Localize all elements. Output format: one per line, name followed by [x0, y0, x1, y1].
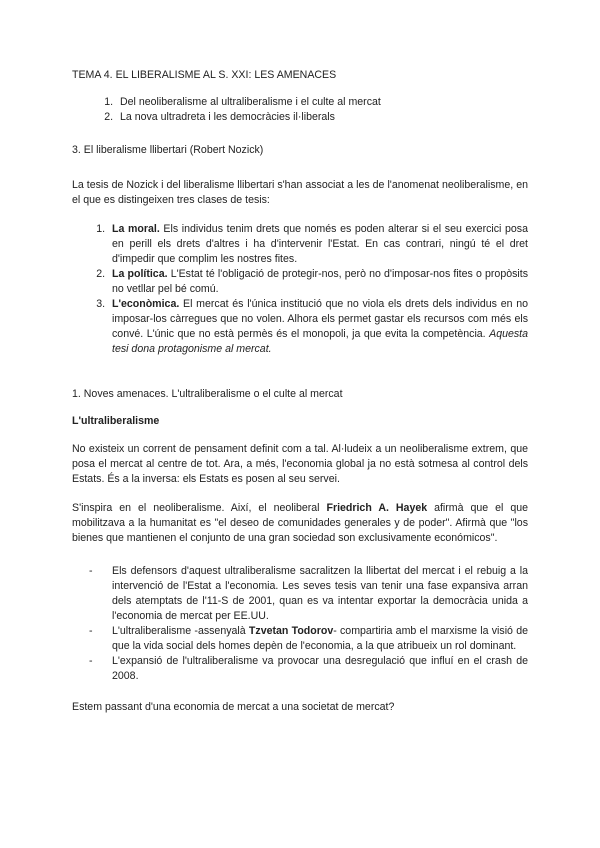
list-item: - L'expansió de l'ultraliberalisme va provocar una desregulació que influí en el crash de 2008. [108, 654, 528, 684]
list-item [108, 624, 528, 654]
list-item: - Els defensors d'aquest ultraliberalisme sacralitzen la llibertat del mercat i el rebuig a la intervenció de l'Estat a l'economia. Les seves tesis van tenir una fase expansiva arran dels atemptats de l'11-S de 2001, quan es va intentar exportar la democràcia unida a l'economia de mercat per EE.UU. [108, 564, 528, 624]
thesis-item [108, 222, 528, 267]
outline-item: 2. La nova ultradreta i les democràcies il·liberals [116, 110, 528, 125]
thesis-text: El mercat és l'única institució que no viola els drets dels individus en no imposar-los càrregues que no volen. Alhora els permet gastar els recursos com més els convé. L'únic que no està permès és el monopoli, ja que evita la competència. [112, 298, 528, 340]
thesis-label: La política. [112, 268, 168, 280]
author-name: Friedrich A. Hayek [326, 502, 428, 514]
thesis-italic-note: Aquesta tesi dona protagonisme al mercat. [112, 328, 528, 355]
paragraph-text: S'inspira en el neoliberalisme. Així, el neoliberal [72, 502, 327, 514]
list-item-text: - compartiria amb el marxisme la visió de que la vida social dels homes depèn de l'economia, a la que atribueix un rol dominant. [112, 625, 528, 652]
paragraph: No existeix un corrent de pensament definit com a tal. Al·ludeix a un neoliberalisme extrem, que posa el mercat al centre de tot. Ara, a més, l'economia global ja no està sotmesa al control dels Estats. És a la inversa: els Estats es posen al seu servei. [72, 443, 528, 485]
thesis-label: La moral. [112, 223, 160, 235]
page-title: TEMA 4. EL LIBERALISME AL S. XXI: LES AMENACES [72, 69, 337, 81]
section-heading: 3. El liberalisme llibertari (Robert Nozick) [72, 144, 264, 156]
theses-list [72, 222, 528, 357]
thesis-item [108, 297, 528, 357]
section-heading: 1. Noves amenaces. L'ultraliberalisme o el culte al mercat [72, 388, 343, 400]
outline-list [72, 95, 528, 125]
thesis-item [108, 267, 528, 297]
outline-item: 1. Del neoliberalisme al ultraliberalisme i el culte al mercat [116, 95, 528, 110]
thesis-text: Els individus tenim drets que només es poden alterar si el seu exercici posa en perill els drets d'altres i ha d'intervenir l'Estat. En cas contrari, ningú té el dret d'impedir que complim les nostres fites. [112, 223, 528, 265]
intro-paragraph: La tesis de Nozick i del liberalisme llibertari s'han associat a les de l'anomenat neoliberalisme, en el que es distingeixen tres clases de tesis: [72, 179, 528, 206]
paragraph-text: afirmà que el que mobilitzava a la humanitat es "el deseo de comunidades generales y de poder". Afirmà que "los bienes que mantienen el conjunto de una gran sociedad son exclusivamente económicos". [72, 502, 528, 544]
subheading: L'ultraliberalisme [72, 415, 160, 427]
thesis-label: L'econòmica. [112, 298, 180, 310]
paragraph [72, 501, 528, 546]
closing-question: Estem passant d'una economia de mercat a una societat de mercat? [72, 701, 395, 713]
list-item-text: L'ultraliberalisme -assenyalà [112, 625, 249, 637]
dash-list [72, 564, 528, 684]
author-name: Tzvetan Todorov [248, 625, 334, 637]
thesis-text: L'Estat té l'obligació de protegir-nos, però no d'imposar-nos fites o propòsits no vetllar pel bé comú. [112, 268, 528, 295]
